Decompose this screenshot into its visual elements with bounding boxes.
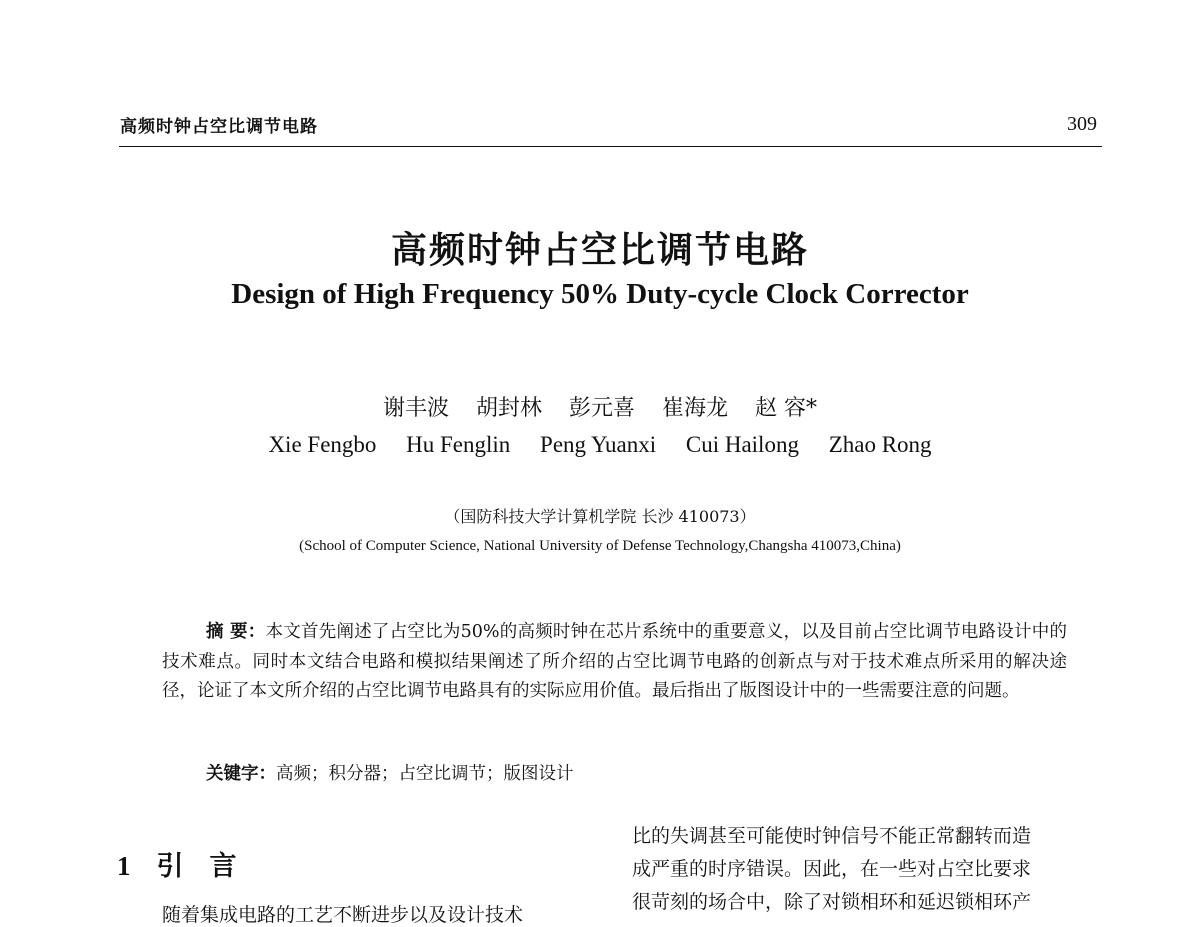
author-zh: 崔海龙 bbox=[662, 396, 729, 421]
author-zh: 赵 容* bbox=[755, 396, 818, 421]
author-en: Cui Hailong bbox=[685, 432, 799, 457]
body-line: 成严重的时序错误。因此，在一些对占空比要求 bbox=[632, 858, 1032, 880]
body-line: 很苛刻的场合中，除了对锁相环和延迟锁相环产 bbox=[632, 891, 1032, 913]
authors-zh bbox=[0, 391, 1200, 422]
author-zh: 彭元喜 bbox=[569, 396, 636, 421]
section-number: 1 bbox=[117, 851, 131, 881]
author-en: Hu Fenglin bbox=[406, 432, 511, 457]
author-en: Peng Yuanxi bbox=[540, 432, 657, 457]
author-en: Zhao Rong bbox=[828, 432, 932, 457]
header-rule bbox=[119, 146, 1102, 147]
abstract-lead: 摘 要： bbox=[206, 622, 266, 642]
author-zh: 胡封林 bbox=[475, 396, 542, 421]
author-en: Xie Fengbo bbox=[268, 432, 377, 457]
body-line: 比的失调甚至可能使时钟信号不能正常翻转而造 bbox=[632, 825, 1032, 847]
keywords bbox=[206, 760, 574, 785]
section-heading-char: 言 bbox=[209, 851, 237, 882]
left-column-text: 随着集成电路的工艺不断进步以及设计技术 bbox=[162, 904, 524, 926]
right-column-text bbox=[632, 820, 1104, 919]
author-zh: 谢丰波 bbox=[382, 396, 449, 421]
authors-en bbox=[0, 432, 1200, 458]
affiliation-zh: （国防科技大学计算机学院 长沙 410073） bbox=[444, 507, 756, 526]
keywords-lead: 关键字： bbox=[206, 764, 276, 784]
page-number: 309 bbox=[1067, 113, 1097, 135]
affiliation-en: (School of Computer Science, National University of Defense Technology,Changsha 410073,China) bbox=[299, 538, 901, 554]
section-heading-char: 引 bbox=[156, 851, 184, 882]
running-header-title: 高频时钟占空比调节电路 bbox=[120, 117, 318, 137]
abstract bbox=[162, 618, 1067, 707]
section-heading bbox=[117, 844, 237, 883]
keywords-body: 高频；积分器；占空比调节；版图设计 bbox=[276, 764, 574, 784]
abstract-body: 本文首先阐述了占空比为50%的高频时钟在芯片系统中的重要意义，以及目前占空比调节电路设计中的技术难点。同时本文结合电路和模拟结果阐述了所介绍的占空比调节电路的创新点与对于技术难点所采用的解决途径，论证了本文所介绍的占空比调节电路具有的实际应用价值。最后指出了版图设计中的一些需要注意的问题。 bbox=[162, 622, 1067, 701]
paper-title-en: Design of High Frequency 50% Duty-cycle Clock Corrector bbox=[231, 278, 969, 310]
paper-title-zh: 高频时钟占空比调节电路 bbox=[390, 229, 809, 271]
